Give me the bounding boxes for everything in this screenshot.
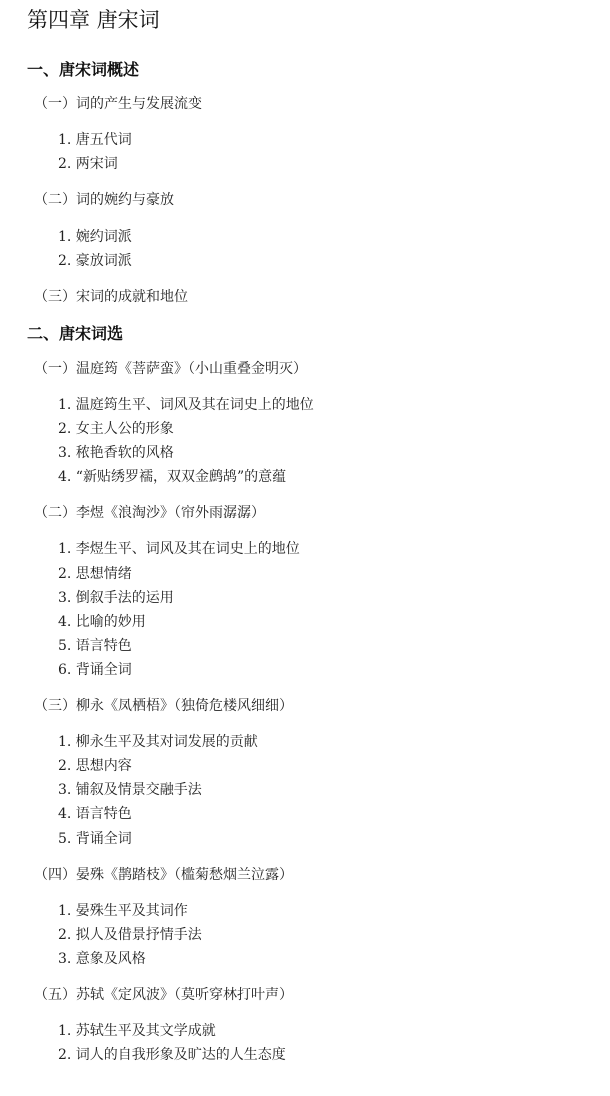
- list-item: 2. 女主人公的形象: [58, 421, 174, 437]
- list-item: 2. 两宋词: [58, 156, 118, 172]
- subsection-heading: （三）柳永《凤栖梧》（独倚危楼风细细）: [34, 698, 293, 714]
- list-item: 1. 李煜生平、词风及其在词史上的地位: [58, 541, 300, 557]
- list-item: 2. 词人的自我形象及旷达的人生态度: [58, 1047, 286, 1063]
- list-item: 2. 拟人及借景抒情手法: [58, 927, 202, 943]
- list-item: 1. 柳永生平及其对词发展的贡献: [58, 734, 258, 750]
- subsection-heading: （一）温庭筠《菩萨蛮》（小山重叠金明灭）: [34, 361, 307, 377]
- list-item: 1. 温庭筠生平、词风及其在词史上的地位: [58, 397, 314, 413]
- list-item: 2. 思想内容: [58, 758, 132, 774]
- subsection-heading: （二）李煜《浪淘沙》（帘外雨潺潺）: [34, 505, 265, 521]
- subsection-heading: （一）词的产生与发展流变: [34, 96, 202, 112]
- list-item: 2. 思想情绪: [58, 566, 132, 582]
- list-item: 2. 豪放词派: [58, 253, 132, 269]
- list-item: 6. 背诵全词: [58, 662, 132, 678]
- chapter-title: 第四章 唐宋词: [27, 8, 160, 32]
- list-item: 3. 意象及风格: [58, 951, 146, 967]
- list-item: 1. 唐五代词: [58, 132, 132, 148]
- list-item: 3. 铺叙及情景交融手法: [58, 782, 202, 798]
- list-item: 3. 倒叙手法的运用: [58, 590, 174, 606]
- list-item: 1. 婉约词派: [58, 229, 132, 245]
- subsection-heading: （五）苏轼《定风波》（莫听穿林打叶声）: [34, 987, 293, 1003]
- list-item: 3. 秾艳香软的风格: [58, 445, 174, 461]
- subsection-heading: （二）词的婉约与豪放: [34, 192, 174, 208]
- list-item: 4. “新贴绣罗襦，双双金鹧鸪”的意蕴: [58, 469, 287, 485]
- subsection-heading: （四）晏殊《鹊踏枝》（槛菊愁烟兰泣露）: [34, 867, 293, 883]
- list-item: 5. 背诵全词: [58, 831, 132, 847]
- list-item: 4. 比喻的妙用: [58, 614, 146, 630]
- section-heading: 二、唐宋词选: [27, 324, 124, 343]
- list-item: 1. 苏轼生平及其文学成就: [58, 1023, 216, 1039]
- list-item: 1. 晏殊生平及其词作: [58, 903, 188, 919]
- list-item: 5. 语言特色: [58, 638, 132, 654]
- subsection-heading: （三）宋词的成就和地位: [34, 289, 188, 305]
- list-item: 4. 语言特色: [58, 806, 132, 822]
- section-heading: 一、唐宋词概述: [27, 60, 140, 79]
